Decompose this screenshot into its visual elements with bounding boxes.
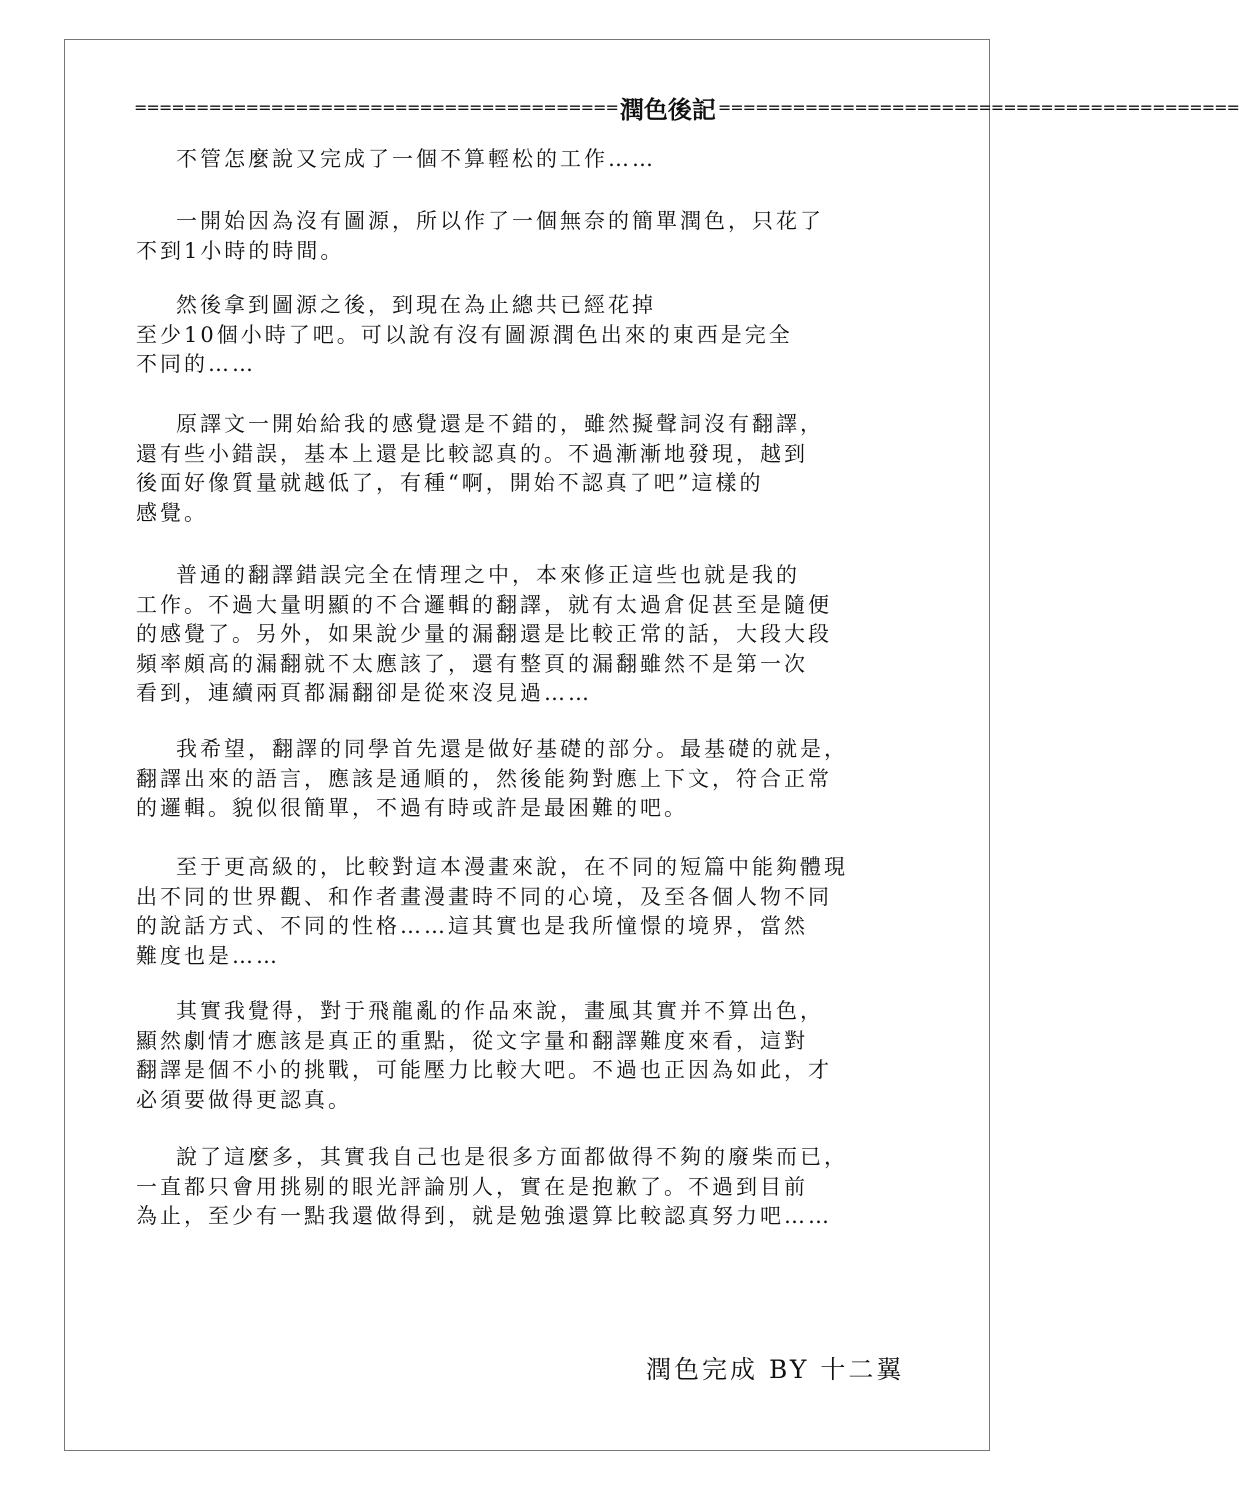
paragraph: [136, 291, 956, 380]
signature: 潤色完成 BY 十二翼: [646, 1355, 905, 1384]
text-line: 的說話方式、不同的性格……這其實也是我所憧憬的境界，當然: [136, 914, 808, 938]
text-line: 其實我覺得，對于飛龍亂的作品來說，畫風其實并不算出色，: [176, 999, 824, 1023]
text-line: 後面好像質量就越低了，有種“啊，開始不認真了吧”這樣的: [136, 471, 764, 495]
text-line: 感覺。: [136, 500, 208, 525]
text-line: 頻率頗高的漏翻就不太應該了，還有整頁的漏翻雖然不是第一次: [136, 651, 808, 676]
text-line: 然後拿到圖源之後，到現在為止總共已經花掉: [176, 293, 656, 317]
text-line: 不同的……: [136, 352, 256, 376]
text-line: 一開始因為沒有圖源，所以作了一個無奈的簡單潤色，只花了: [176, 209, 824, 233]
text-line: 顯然劇情才應該是真正的重點，從文字量和翻譯難度來看，這對: [136, 1028, 808, 1053]
page-title: 潤色後記: [619, 96, 716, 124]
text-line: 必須要做得更認真。: [136, 1087, 352, 1112]
text-line: 不管怎麼說又完成了一個不算輕松的工作……: [176, 147, 656, 171]
text-line: 看到，連續兩頁都漏翻卻是從來沒見過……: [136, 681, 592, 705]
text-line: 不到1小時的時間。: [136, 238, 345, 263]
text-line: 為止，至少有一點我還做得到，就是勉強還算比較認真努力吧……: [136, 1204, 832, 1228]
heading-rule-left: =======================================: [134, 98, 618, 117]
text-line: 至于更高級的，比較對這本漫畫來說，在不同的短篇中能夠體現: [176, 855, 848, 879]
paragraph: [136, 1143, 956, 1232]
page-heading: [134, 90, 1239, 125]
paragraph: [136, 207, 956, 266]
text-line: 的感覺了。另外，如果說少量的漏翻還是比較正常的話，大段大段: [136, 622, 832, 646]
text-line: 普通的翻譯錯誤完全在情理之中，本來修正這些也就是我的: [176, 563, 800, 587]
paragraph: [136, 735, 956, 824]
paragraph: [136, 853, 956, 971]
text-line: 我希望，翻譯的同學首先還是做好基礎的部分。最基礎的就是，: [176, 737, 848, 761]
text-line: 翻譯是個不小的挑戰，可能壓力比較大吧。不過也正因為如此，才: [136, 1058, 832, 1082]
paragraph: [136, 561, 956, 709]
paragraph: [136, 997, 956, 1115]
text-line: 至少10個小時了吧。可以說有沒有圖源潤色出來的東西是完全: [136, 322, 793, 347]
heading-rule-right: ==========================================: [717, 98, 1239, 117]
text-line: 出不同的世界觀、和作者畫漫畫時不同的心境，及至各個人物不同: [136, 884, 832, 909]
text-line: 翻譯出來的語言，應該是通順的，然後能夠對應上下文，符合正常: [136, 766, 832, 791]
text-line: 說了這麼多，其實我自己也是很多方面都做得不夠的廢柴而已，: [176, 1145, 848, 1169]
text-line: 還有些小錯誤，基本上還是比較認真的。不過漸漸地發現，越到: [136, 441, 808, 466]
paragraph: [136, 145, 956, 175]
text-line: 一直都只會用挑剔的眼光評論別人，實在是抱歉了。不過到目前: [136, 1174, 808, 1199]
text-line: 難度也是……: [136, 943, 280, 968]
text-line: 工作。不過大量明顯的不合邏輯的翻譯，就有太過倉促甚至是隨便: [136, 592, 832, 617]
text-line: 的邏輯。貌似很簡單，不過有時或許是最困難的吧。: [136, 796, 688, 820]
text-line: 原譯文一開始給我的感覺還是不錯的，雖然擬聲詞沒有翻譯，: [176, 412, 824, 436]
paragraph: [136, 410, 956, 528]
